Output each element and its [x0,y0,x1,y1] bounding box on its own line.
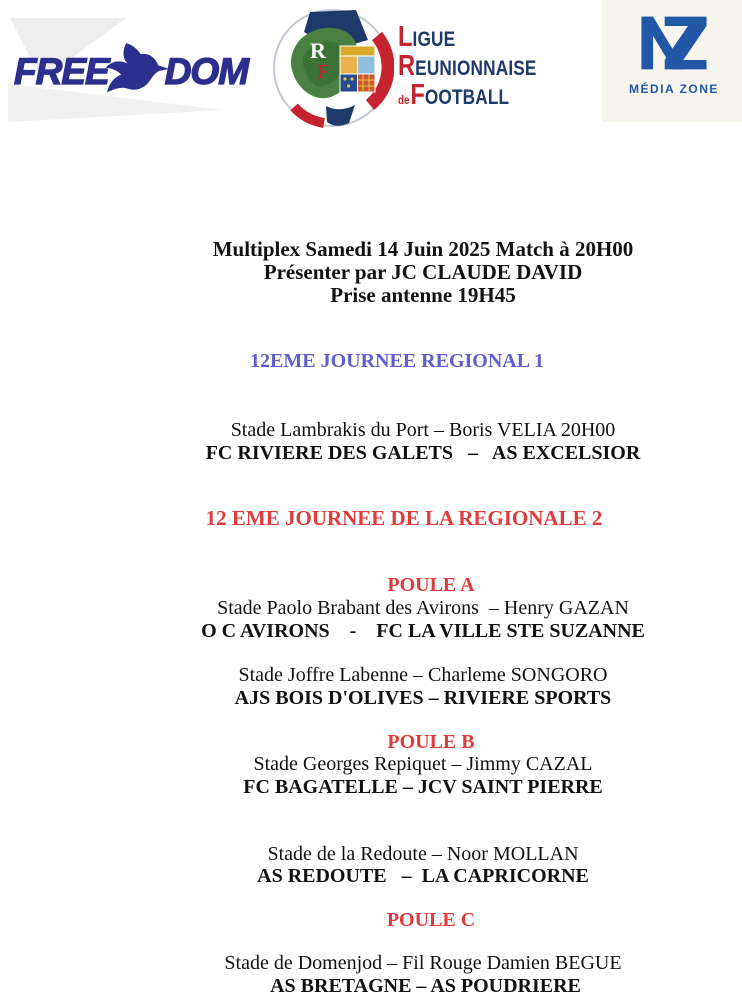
poule-a-match2-venue: Stade Joffre Labenne – Charleme SONGORO [238,664,608,686]
soccer-ball-icon [270,6,394,130]
lrf-logo-wordmark [398,21,537,113]
dove-icon [99,36,173,102]
lrf-initial-f: F [410,79,425,111]
poule-b-match2-venue: Stade de la Redoute – Noor MOLLAN [267,843,579,865]
lrf-island-letter-r: R [310,38,326,63]
poule-c-match1-venue: Stade de Domenjod – Fil Rouge Damien BEGUE [224,952,622,974]
mz-monogram-icon [631,12,717,74]
mz-logo [612,12,736,96]
lrf-word-football [398,79,537,113]
poule-b-match1-venue: Stade Georges Repiquet – Jimmy CAZAL [253,753,593,775]
intro-line-3: Prise antenne 19H45 [330,283,516,307]
freedom-logo-text-right: DOM [164,51,249,92]
regional1-match-fixture: FC RIVIERE DES GALETS – AS EXCELSIOR [205,442,641,464]
freedom-logo-text-left: FREE [14,51,109,92]
lrf-word-football-rest: OOTBALL [424,86,510,109]
intro-line-2: Présenter par JC CLAUDE DAVID [263,260,583,284]
lrf-island-letter-f: F [317,61,330,83]
poule-a-match2-fixture: AJS BOIS D'OLIVES – RIVIERE SPORTS [234,687,612,709]
poule-b-heading: POULE B [387,731,475,753]
regional1-heading: 12EME JOURNEE REGIONAL 1 [250,350,544,372]
poule-a-match1-fixture: O C AVIRONS - FC LA VILLE STE SUZANNE [201,620,645,642]
intro-line-1: Multiplex Samedi 14 Juin 2025 Match à 20H00 [212,237,634,261]
poule-a-heading: POULE A [387,574,475,596]
poule-b-match2-fixture: AS REDOUTE – LA CAPRICORNE [257,865,589,887]
lrf-word-ligue [398,21,537,53]
lrf-word-de: de [398,93,410,107]
lrf-initial-r: R [398,50,416,82]
lrf-word-ligue-rest: IGUE [412,28,456,51]
regional1-match-venue: Stade Lambrakis du Port – Boris VELIA 20H00 [230,419,616,441]
poule-b-match1-fixture: FC BAGATELLE – JCV SAINT PIERRE [243,776,603,798]
lrf-logo [270,2,540,144]
regionale2-heading: 12 EME JOURNEE DE LA REGIONALE 2 [205,506,603,530]
lrf-shield [340,46,375,92]
poule-c-heading: POULE C [386,909,476,931]
freedom-logo [8,18,258,130]
lrf-word-reunionnaise [398,50,537,82]
lrf-word-reunionnaise-rest: EUNIONNAISE [415,57,537,80]
mz-caption: MÉDIA ZONE [629,82,719,96]
lrf-initial-l: L [398,21,413,53]
poule-a-match1-venue: Stade Paolo Brabant des Avirons – Henry GAZAN [217,597,629,619]
poule-c-match1-fixture: AS BRETAGNE – AS POUDRIERE [265,975,581,997]
